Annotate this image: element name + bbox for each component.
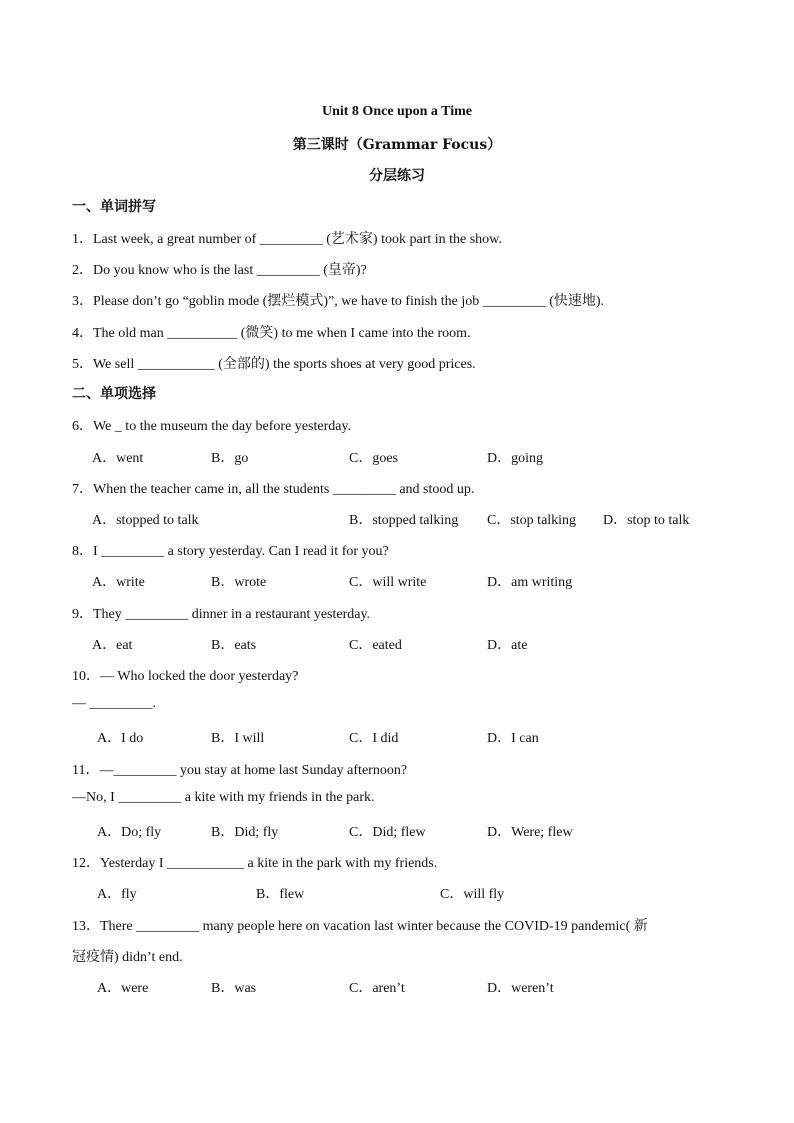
- question-line: 2．Do you know who is the last _________ (皇帝)?: [72, 263, 367, 278]
- question-stem: 9．They _________ dinner in a restaurant yesterday.: [72, 607, 371, 622]
- options-row: [0, 883, 794, 903]
- question-line: 3．Please don’t go “goblin mode (摆烂模式)”, we have to finish the job _________ (快速地).: [72, 294, 605, 309]
- question-stem: 8．I _________ a story yesterday. Can I read it for you?: [72, 544, 389, 559]
- option: A．eat: [92, 638, 133, 653]
- options-row: [0, 509, 794, 529]
- question-stem: 7．When the teacher came in, all the students _________ and stood up.: [72, 482, 475, 497]
- options-row: [0, 571, 794, 591]
- option: B．wrote: [211, 575, 267, 590]
- page-title: Unit 8 Once upon a Time: [321, 104, 472, 119]
- option: A．fly: [97, 887, 137, 902]
- option: C．I did: [349, 731, 399, 746]
- option: D．ate: [487, 638, 528, 653]
- option: A．Do; fly: [97, 825, 162, 840]
- option: A．stopped to talk: [92, 513, 199, 528]
- option: C．Did; flew: [349, 825, 426, 840]
- option: A．I do: [97, 731, 144, 746]
- page-subtitle-2: 分层练习: [369, 168, 425, 184]
- option: B．eats: [211, 638, 257, 653]
- options-row: [0, 727, 794, 747]
- option: D．am writing: [487, 575, 573, 590]
- option: C．will write: [349, 575, 427, 590]
- option: B．go: [211, 451, 249, 466]
- option: D．stop to talk: [603, 513, 690, 528]
- section-heading-spelling: 一、单词拼写: [72, 199, 156, 215]
- options-row: [0, 447, 794, 467]
- option: A．went: [92, 451, 144, 466]
- question-stem: 11．—_________ you stay at home last Sunday afternoon?: [72, 763, 408, 778]
- option: B．flew: [256, 887, 305, 902]
- options-row: [0, 634, 794, 654]
- option: B．stopped talking: [349, 513, 459, 528]
- option: D．going: [487, 451, 543, 466]
- question-line: 4．The old man __________ (微笑) to me when I came into the room.: [72, 326, 471, 341]
- question-stem: 6．We _ to the museum the day before yesterday.: [72, 419, 352, 434]
- options-row: [0, 977, 794, 997]
- section-heading-choice: 二、单项选择: [72, 386, 156, 402]
- option: A．were: [97, 981, 149, 996]
- option: B．I will: [211, 731, 265, 746]
- option: C．aren’t: [349, 981, 405, 996]
- question-stem-continued: 冠疫情) didn’t end.: [72, 950, 183, 965]
- question-stem-continued: —No, I _________ a kite with my friends in the park.: [72, 790, 375, 805]
- question-line: 5．We sell ___________ (全部的) the sports shoes at very good prices.: [72, 357, 476, 372]
- page-subtitle: 第三课时（Grammar Focus）: [292, 137, 502, 153]
- option: D．Were; flew: [487, 825, 573, 840]
- options-row: [0, 821, 794, 841]
- option: A．write: [92, 575, 145, 590]
- question-stem: 13．There _________ many people here on vacation last winter because the COVID-19 pandemic( 新: [72, 919, 648, 934]
- option: D．weren’t: [487, 981, 554, 996]
- option: C．eated: [349, 638, 402, 653]
- option: C．will fly: [440, 887, 505, 902]
- option: B．was: [211, 981, 257, 996]
- option: C．stop talking: [487, 513, 577, 528]
- question-line: 1．Last week, a great number of _________ (艺术家) took part in the show.: [72, 232, 502, 247]
- option: C．goes: [349, 451, 398, 466]
- question-stem: 12．Yesterday I ___________ a kite in the park with my friends.: [72, 856, 438, 871]
- option: B．Did; fly: [211, 825, 279, 840]
- option: D．I can: [487, 731, 539, 746]
- question-stem: 10．— Who locked the door yesterday?: [72, 669, 299, 684]
- question-stem-continued: — _________.: [72, 696, 156, 711]
